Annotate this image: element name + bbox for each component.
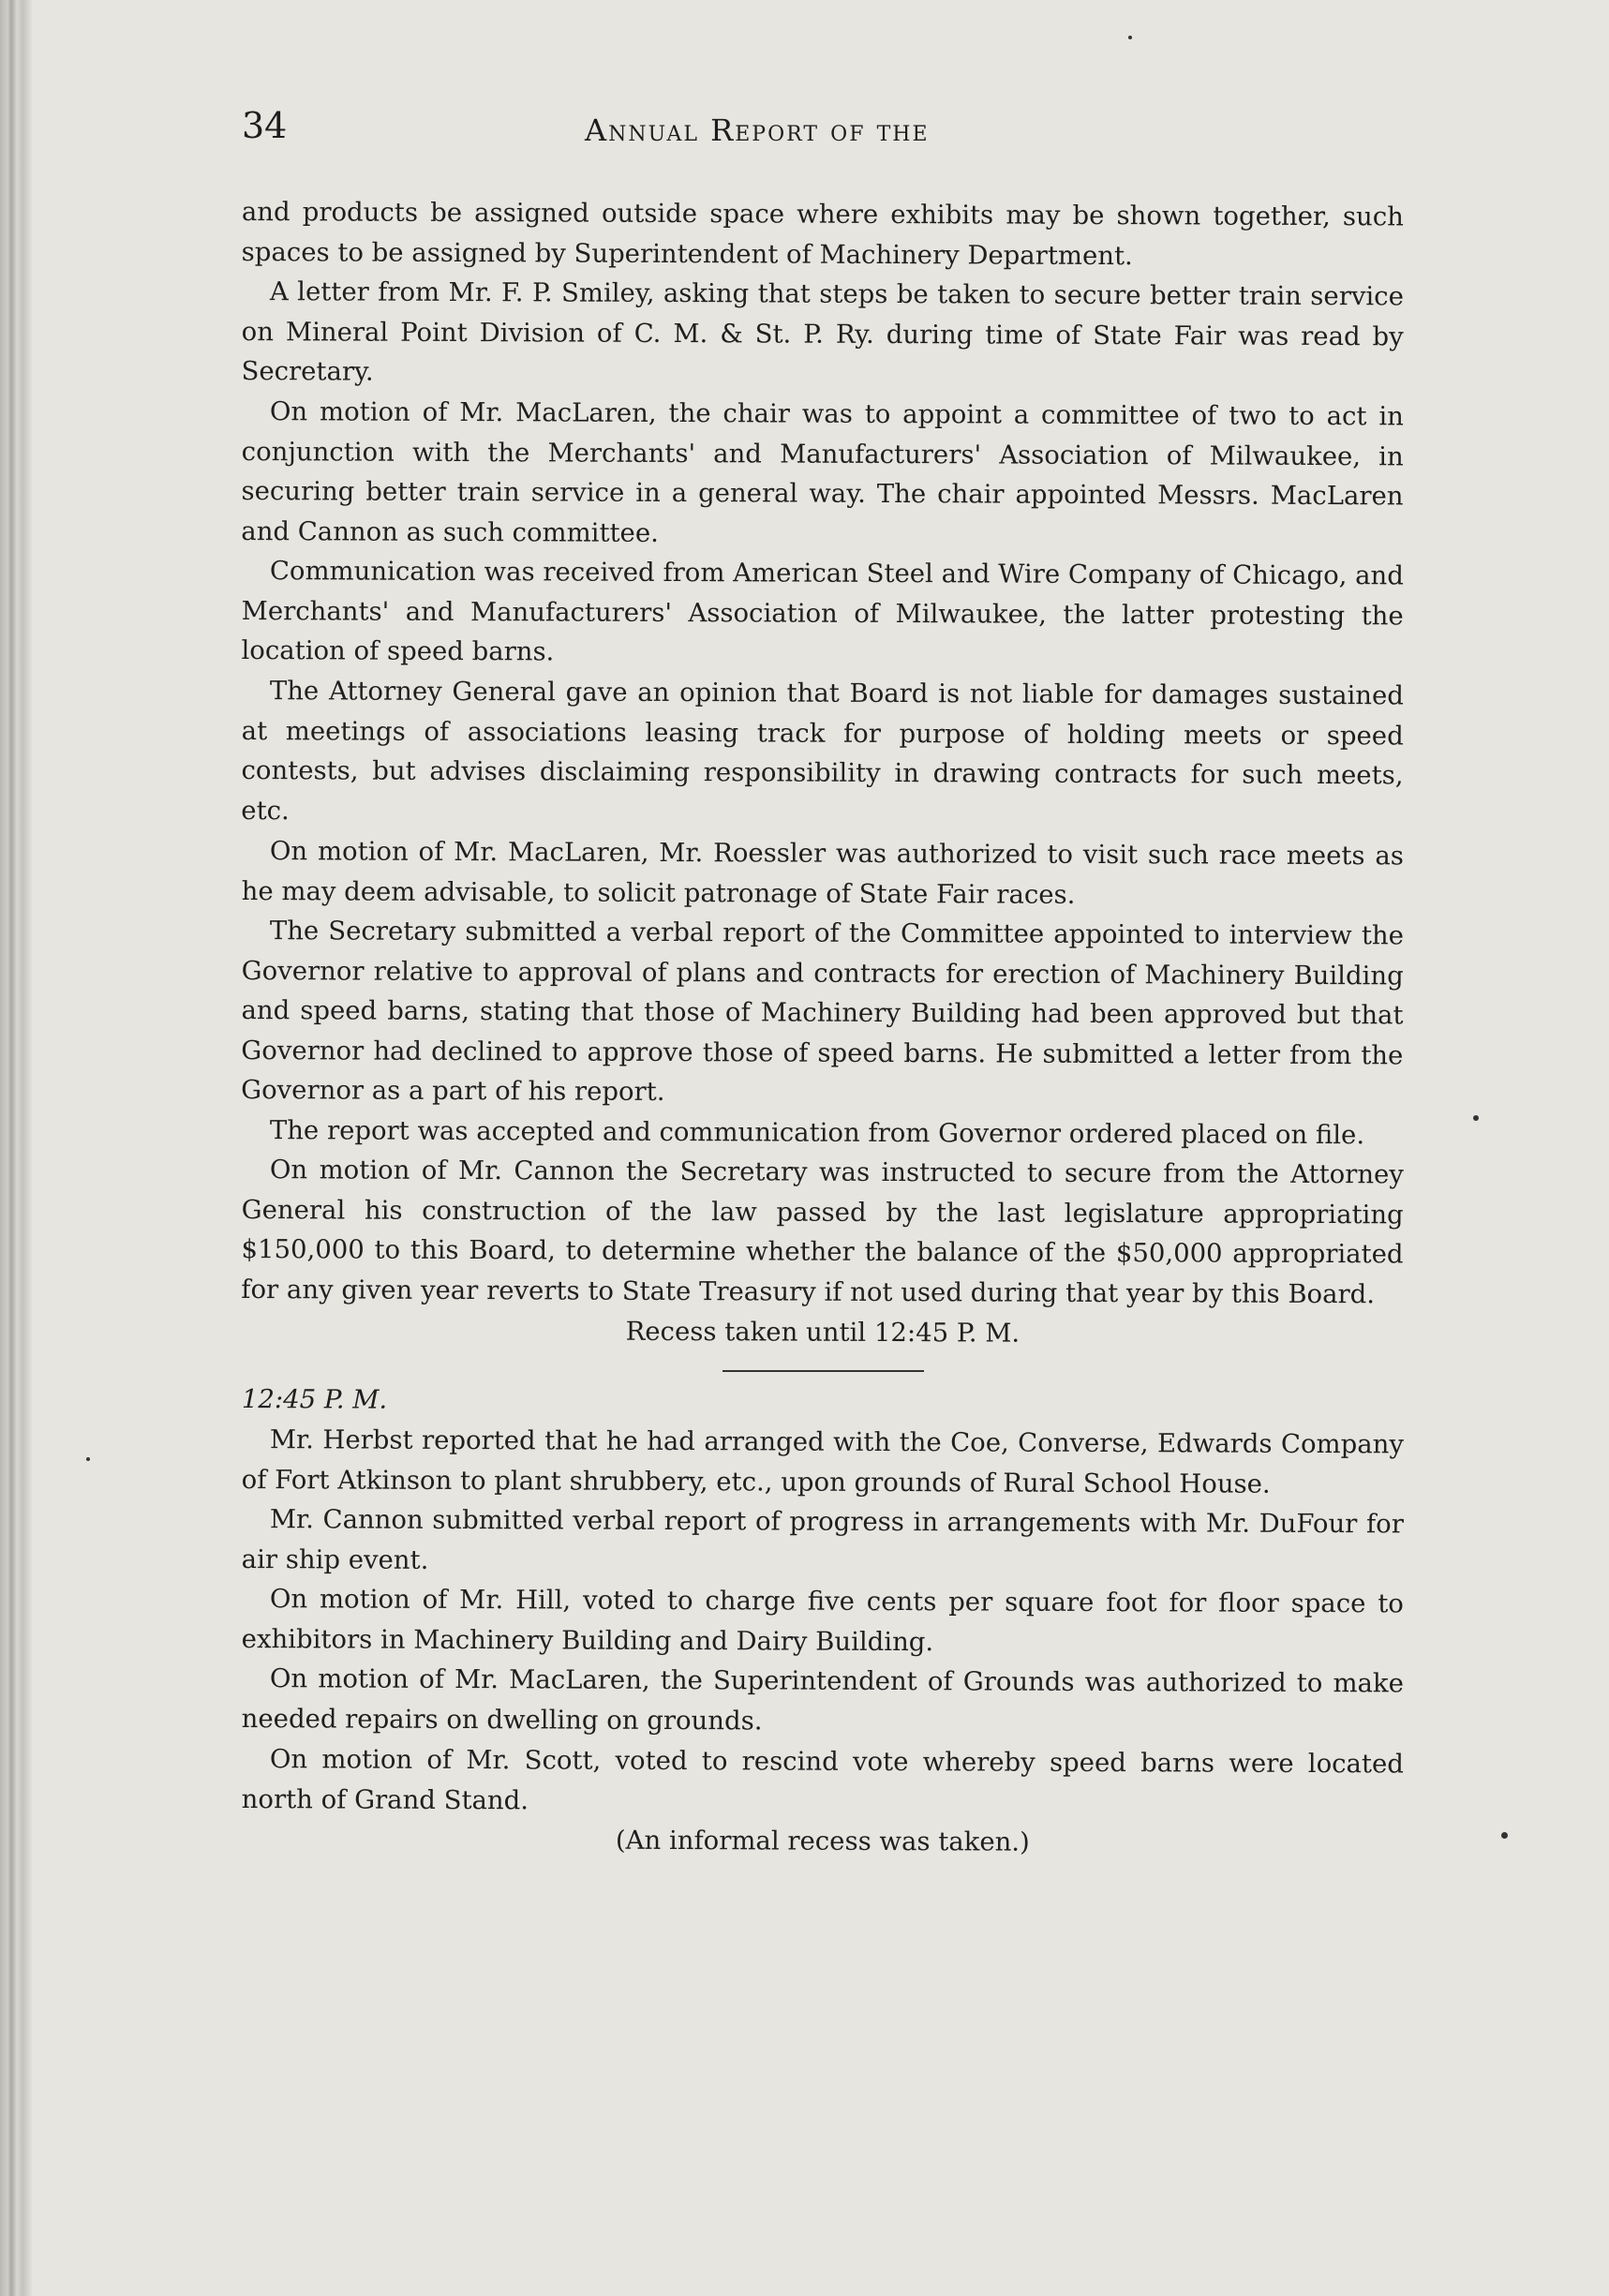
paragraph: On motion of Mr. MacLaren, the Superintendent of Grounds was authorized to make needed repairs on dwelling on grounds. [241, 1663, 1404, 1737]
paragraph: The Attorney General gave an opinion that Board is not liable for damages sustained at meetings of associations leasing track for purpose of holding meets or speed contests, but advises disclaiming responsibility in drawing contracts for such meets, etc. [241, 676, 1404, 827]
paragraph: The Secretary submitted a verbal report of the Committee appointed to interview the Governor relative to approval of plans and contracts for erection of Machinery Building and speed barns, stating that those of Machinery Building had been approved but that Governor had declined to approve those of speed barns. He submitted a letter from the Governor as a part of his report. [241, 915, 1404, 1108]
recess-note: (An informal recess was taken.) [615, 1825, 1030, 1857]
paragraph: Mr. Cannon submitted verbal report of progress in arrangements with Mr. DuFour for air ship event. [241, 1504, 1404, 1575]
page-binding-edge [0, 0, 32, 2296]
running-title: Annual Report of the [585, 112, 930, 148]
print-speck [1128, 36, 1132, 39]
paragraph: On motion of Mr. Scott, voted to rescind vote whereby speed barns were located north of Grand Stand. [241, 1743, 1404, 1815]
paragraph: The report was accepted and communication from Governor ordered placed on file. [269, 1114, 1365, 1150]
print-speck [1501, 1832, 1508, 1839]
paragraph: Communication was received from American Steel and Wire Company of Chicago, and Merchants' and Manufacturers' Association of Milwaukee, the latter protesting the location of speed barns. [241, 556, 1404, 667]
paragraph: Mr. Herbst reported that he had arranged with the Coe, Converse, Edwards Company of Fort Atkinson to plant shrubbery, etc., upon grounds of Rural School House. [241, 1424, 1404, 1499]
section-divider [723, 1370, 924, 1372]
paragraph: A letter from Mr. F. P. Smiley, asking that steps be taken to secure better train service on Mineral Point Division of C. M. & St. P. Ry. during time of State Fair was read by Secretary. [241, 276, 1404, 387]
recess-note: Recess taken until 12:45 P. M. [625, 1316, 1021, 1349]
paragraph: On motion of Mr. Cannon the Secretary was instructed to secure from the Attorney General his construction of the law passed by the last legislature appropriating $150,000 to this Board, to determine whether the balance of the $50,000 appropriated for any given year reverts to State Treasury if not used during that year by this Board. [241, 1155, 1404, 1310]
time-heading: 12:45 P. M. [241, 1384, 388, 1415]
print-speck [1473, 1115, 1479, 1121]
paragraph: On motion of Mr. Hill, voted to charge five cents per square foot for floor space to exhibitors in Machinery Building and Dairy Building. [241, 1584, 1404, 1658]
paragraph: and products be assigned outside space where exhibits may be shown together, such spaces to be assigned by Superintendent of Machinery Department. [241, 196, 1404, 271]
body-text [242, 192, 1404, 1858]
paragraph: On motion of Mr. MacLaren, the chair was to appoint a committee of two to act in conjunction with the Merchants' and Manufacturers' Association of Milwaukee, in securing better train service in a general way. The chair appointed Messrs. MacLaren and Cannon as such committee. [241, 396, 1404, 548]
paragraph: On motion of Mr. MacLaren, Mr. Roessler was authorized to visit such race meets as he may deem advisable, to solicit patronage of State Fair races. [241, 835, 1404, 909]
running-head [242, 101, 1404, 157]
page-number: 34 [242, 105, 288, 146]
print-speck [86, 1457, 90, 1461]
